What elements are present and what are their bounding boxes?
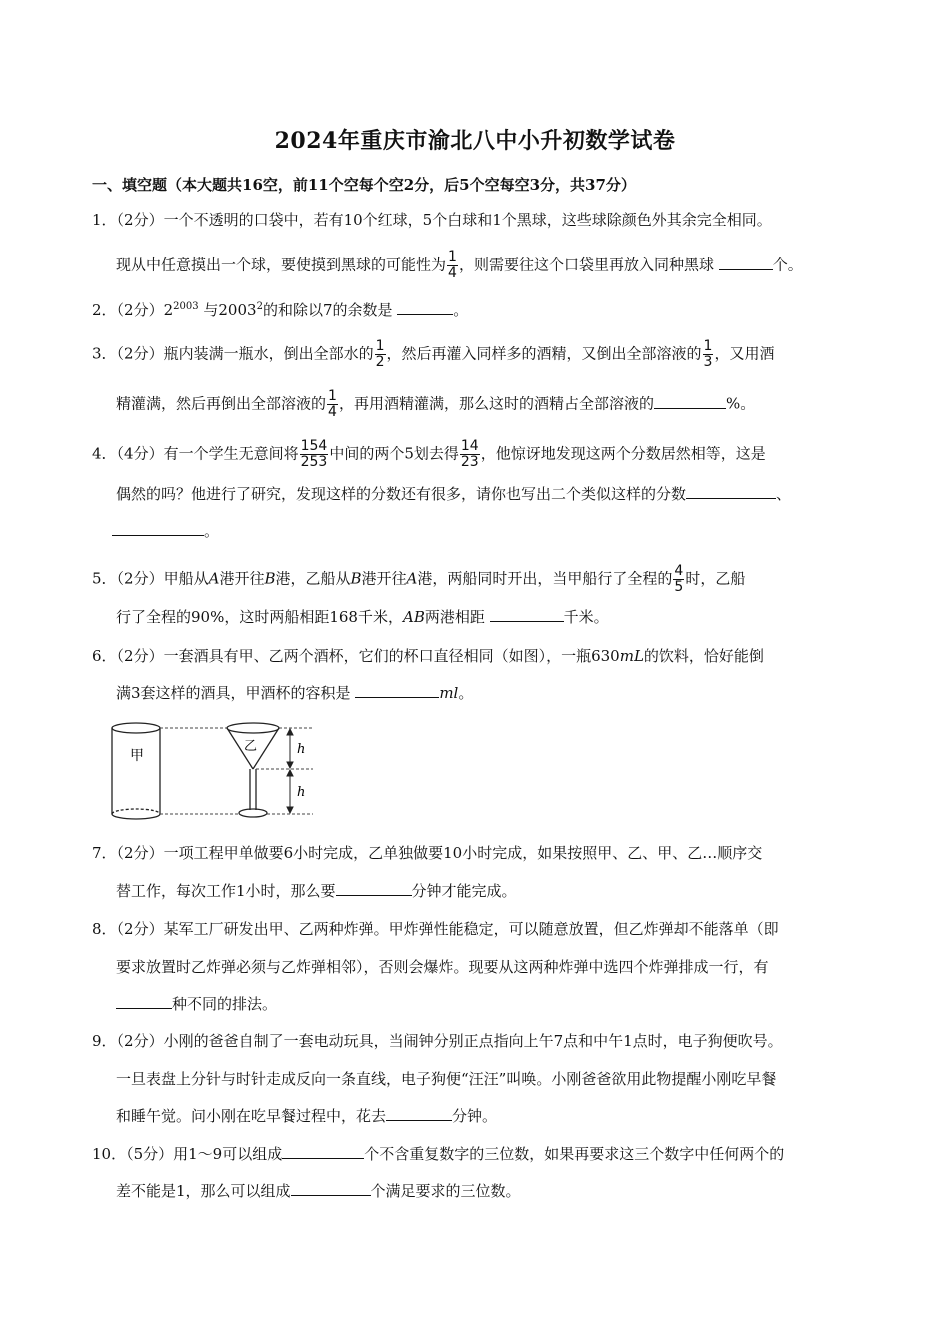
question-text: 个。 [772, 255, 803, 274]
question-text: 千米。 [563, 608, 609, 626]
question-6-line-1 [92, 645, 764, 667]
question-9-line-1: 9．（2分）小刚的爸爸自制了一套电动玩具，当闹钟分别正点指向上午7点和中午1点时，电子狗便吹号。 [92, 1032, 783, 1050]
question-text: 时，乙船 [685, 569, 746, 588]
denominator: 2 [375, 354, 385, 370]
question-text: ，他惊讶地发现这两个分数居然相等，这是 [480, 444, 766, 463]
question-text: 与2003 [203, 301, 257, 319]
question-text: 2．（2分）2 [92, 301, 174, 319]
height-label: h [297, 785, 306, 800]
question-text: 港，两船同时开出，当甲船行了全程的 [417, 569, 673, 588]
question-text: 偶然的吗？他进行了研究，发现这样的分数还有很多，请你也写出二个类似这样的分数 [116, 485, 687, 503]
denominator: 23 [460, 454, 479, 470]
fraction [327, 389, 338, 420]
fraction [300, 439, 329, 470]
question-text: 10．（5分）用1～9可以组成 [92, 1145, 283, 1163]
question-7-line-2 [116, 880, 517, 902]
cup-label-jia: 甲 [130, 748, 144, 764]
question-text: 。 [204, 522, 220, 540]
port-label: A [208, 569, 220, 588]
question-10-line-1 [92, 1143, 784, 1165]
port-label: A [406, 569, 418, 588]
answer-blank[interactable] [719, 255, 773, 270]
section-heading: 一、填空题（本大题共16空，前11个空每个空2分，后5个空每空3分，共37分） [92, 176, 636, 194]
cup-label-yi: 乙 [244, 739, 258, 754]
denominator: 3 [703, 354, 713, 370]
question-9-line-2: 一旦表盘上分针与时针走成反向一条直线，电子狗便“汪汪”叫唤。小刚爸爸欲用此物提醒小刚吃早餐 [116, 1070, 777, 1088]
question-text: 的和除以7的余数是 [262, 301, 393, 319]
answer-blank[interactable] [355, 683, 439, 698]
answer-blank[interactable] [112, 521, 204, 536]
answer-blank[interactable] [490, 607, 564, 622]
question-text: %。 [725, 394, 756, 413]
fraction [375, 339, 386, 370]
question-text: 替工作，每次工作1小时，那么要 [116, 882, 336, 900]
denominator: 4 [448, 265, 457, 281]
question-text: 。 [453, 301, 469, 319]
question-3-line-1 [92, 339, 774, 370]
fraction [703, 339, 714, 370]
cups-figure [108, 718, 328, 826]
question-text: 差不能是1，那么可以组成 [116, 1182, 291, 1200]
question-text: 。 [458, 684, 474, 702]
unit: ml [439, 684, 459, 702]
question-4-line-2 [116, 483, 791, 505]
port-label: AB [402, 608, 425, 626]
exponent: 2003 [173, 301, 199, 312]
port-label: B [350, 569, 362, 588]
height-arrows [287, 729, 293, 813]
port-label: B [264, 569, 276, 588]
question-text: 港，乙船从 [275, 569, 351, 588]
cylinder-cup-jia [112, 723, 160, 819]
question-text: 、 [776, 485, 792, 503]
question-8-line-2: 要求放置时乙炸弹必须与乙炸弹相邻），否则会爆炸。现要从这两种炸弹中选四个炸弹排成一行，有 [116, 958, 769, 976]
goblet-cup-yi [227, 723, 279, 817]
numerator: 14 [460, 438, 479, 454]
question-text: 满3套这样的酒具，甲酒杯的容积是 [116, 684, 351, 702]
question-text: 现从中任意摸出一个球，要使摸到黑球的可能性为 [116, 255, 447, 274]
answer-blank[interactable] [336, 881, 412, 896]
question-text: 精灌满，然后再倒出全部溶液的 [116, 394, 327, 413]
numerator: 1 [375, 338, 385, 354]
question-text: ，又用酒 [714, 344, 775, 363]
answer-blank[interactable] [386, 1106, 452, 1121]
question-text: 中间的两个5划去得 [329, 444, 459, 463]
exponent: 2 [256, 301, 263, 312]
question-1-line-2 [116, 250, 803, 281]
question-text: ，则需要往这个口袋里再放入同种黑球 [458, 255, 714, 274]
question-text: ，然后再灌入同样多的酒精，又倒出全部溶液的 [386, 344, 702, 363]
numerator: 1 [328, 388, 337, 404]
page-title: 2024年重庆市渝北八中小升初数学试卷 [274, 128, 676, 154]
question-text: 个满足要求的三位数。 [370, 1182, 521, 1200]
question-8-line-1: 8．（2分）某军工厂研发出甲、乙两种炸弹。甲炸弹性能稳定，可以随意放置，但乙炸弹却不能落单（即 [92, 920, 779, 938]
question-4-line-3 [112, 520, 219, 542]
question-text: 两港相距 [424, 608, 485, 626]
question-5-line-1 [92, 564, 745, 595]
question-4-line-1 [92, 439, 766, 470]
question-10-line-2 [116, 1180, 521, 1202]
question-text: 分钟。 [452, 1107, 498, 1125]
question-5-line-2 [116, 606, 609, 628]
question-text: 种不同的排法。 [172, 995, 278, 1013]
numerator: 1 [448, 249, 457, 265]
question-text: 和睡午觉。问小刚在吃早餐过程中，花去 [116, 1107, 387, 1125]
question-text: 港开往 [361, 569, 407, 588]
question-8-line-3 [116, 993, 277, 1015]
question-1-line-1: 1．（2分）一个不透明的口袋中，若有10个红球，5个白球和1个黑球，这些球除颜色外其余完全相同。 [92, 211, 772, 229]
numerator: 4 [674, 563, 684, 579]
question-7-line-1: 7．（2分）一项工程甲单做要6小时完成，乙单独做要10小时完成，如果按照甲、乙、甲、乙…顺序交 [92, 844, 763, 862]
numerator: 154 [300, 438, 328, 454]
answer-blank[interactable] [291, 1181, 371, 1196]
answer-blank[interactable] [282, 1144, 364, 1159]
question-text: 港开往 [219, 569, 265, 588]
fraction [460, 439, 480, 470]
answer-blank[interactable] [397, 300, 453, 315]
question-text: 分钟才能完成。 [411, 882, 517, 900]
question-2-line [92, 296, 468, 321]
unit: mL [619, 647, 644, 665]
question-6-line-2 [116, 682, 473, 704]
question-9-line-3 [116, 1105, 497, 1127]
fraction [447, 250, 458, 281]
question-text: 3．（2分）瓶内装满一瓶水，倒出全部水的 [92, 344, 374, 363]
question-text: 行了全程的90%，这时两船相距168千米， [116, 608, 403, 626]
answer-blank[interactable] [654, 394, 726, 409]
question-text: 个不含重复数字的三位数，如果再要求这三个数字中任何两个的 [364, 1145, 785, 1163]
fraction [673, 564, 684, 595]
denominator: 4 [328, 404, 337, 420]
denominator: 5 [674, 579, 684, 595]
answer-blank[interactable] [686, 484, 776, 499]
question-text: 的饮料，恰好能倒 [643, 647, 764, 665]
question-3-line-2 [116, 389, 755, 420]
question-text: 4．（4分）有一个学生无意间将 [92, 444, 299, 463]
question-text: ，再用酒精灌满，那么这时的酒精占全部溶液的 [338, 394, 654, 413]
answer-blank[interactable] [116, 994, 172, 1009]
denominator: 253 [300, 454, 328, 470]
numerator: 1 [703, 338, 713, 354]
question-text: 5．（2分）甲船从 [92, 569, 209, 588]
question-text: 6．（2分）一套酒具有甲、乙两个酒杯，它们的杯口直径相同（如图），一瓶630 [92, 647, 620, 665]
height-label: h [297, 742, 306, 757]
